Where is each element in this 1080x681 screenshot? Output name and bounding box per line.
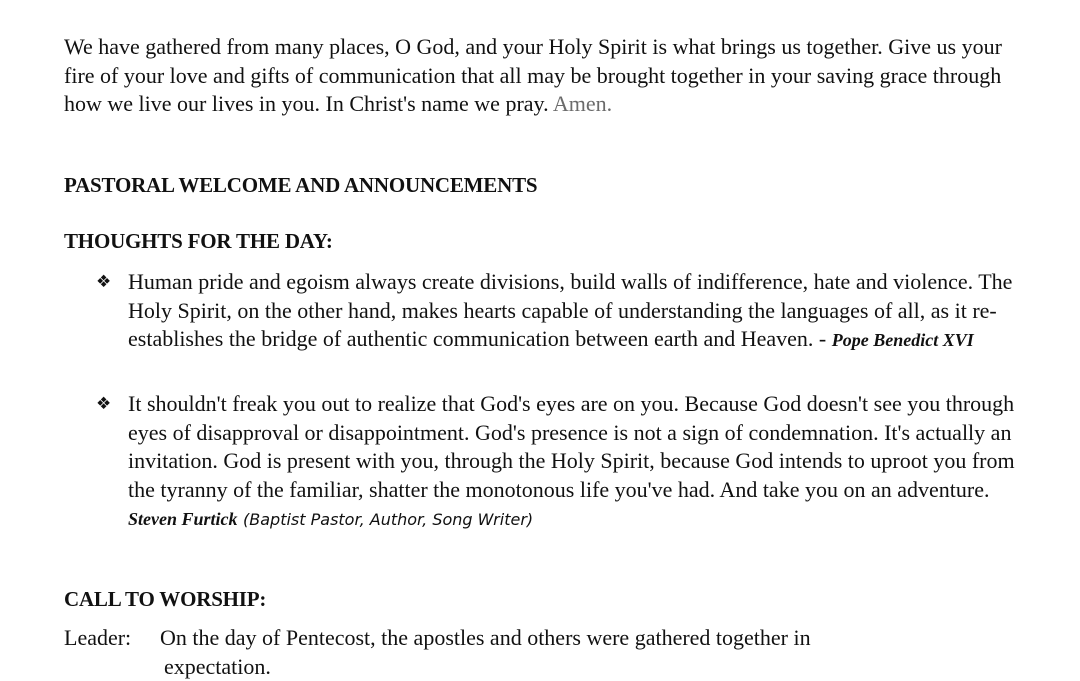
diamond-bullet-icon: ❖ [96,268,122,297]
heading-call-to-worship: CALL TO WORSHIP: [64,587,266,612]
leader-line-2: expectation. [164,653,1024,681]
thought-item [96,268,1026,355]
prayer-text: We have gathered from many places, O God, and your Holy Spirit is what brings us together. Give us your fire of your love and gifts of communication that all may be brought together in your saving grace through how we live our lives in you. In Christ's name we pray. [64,34,1002,116]
speaker-label: Leader: [64,624,160,653]
prayer-amen: Amen. [553,91,612,116]
thought-text: It shouldn't freak you out to realize that God's eyes are on you. Because God doesn't see you through eyes of disapproval or disappointment. God's presence is not a sign of condemnation. It's actually an invitation. God is present with you, through the Holy Spirit, because God intends to uproot you from the tyranny of the familiar, shatter the monotonous life you've had. And take you on an adventure. [128,391,1015,502]
opening-prayer [64,33,1024,119]
thought-author: Pope Benedict XVI [832,330,974,350]
leader-line-1: On the day of Pentecost, the apostles and others were gathered together in [160,625,811,650]
diamond-bullet-icon: ❖ [96,390,122,419]
heading-welcome: PASTORAL WELCOME AND ANNOUNCEMENTS [64,173,537,198]
thought-text: Human pride and egoism always create divisions, build walls of indifference, hate and violence. The Holy Spirit, on the other hand, makes hearts capable of understanding the languages of all, as it re-establishes the bridge of authentic communication between earth and Heaven. - [128,269,1012,351]
thought-item [96,390,1026,535]
call-to-worship-line [64,624,1024,681]
thought-author-note: (Baptist Pastor, Author, Song Writer) [243,510,533,529]
heading-thoughts: THOUGHTS FOR THE DAY: [64,229,333,254]
thought-author: Steven Furtick [128,509,238,529]
